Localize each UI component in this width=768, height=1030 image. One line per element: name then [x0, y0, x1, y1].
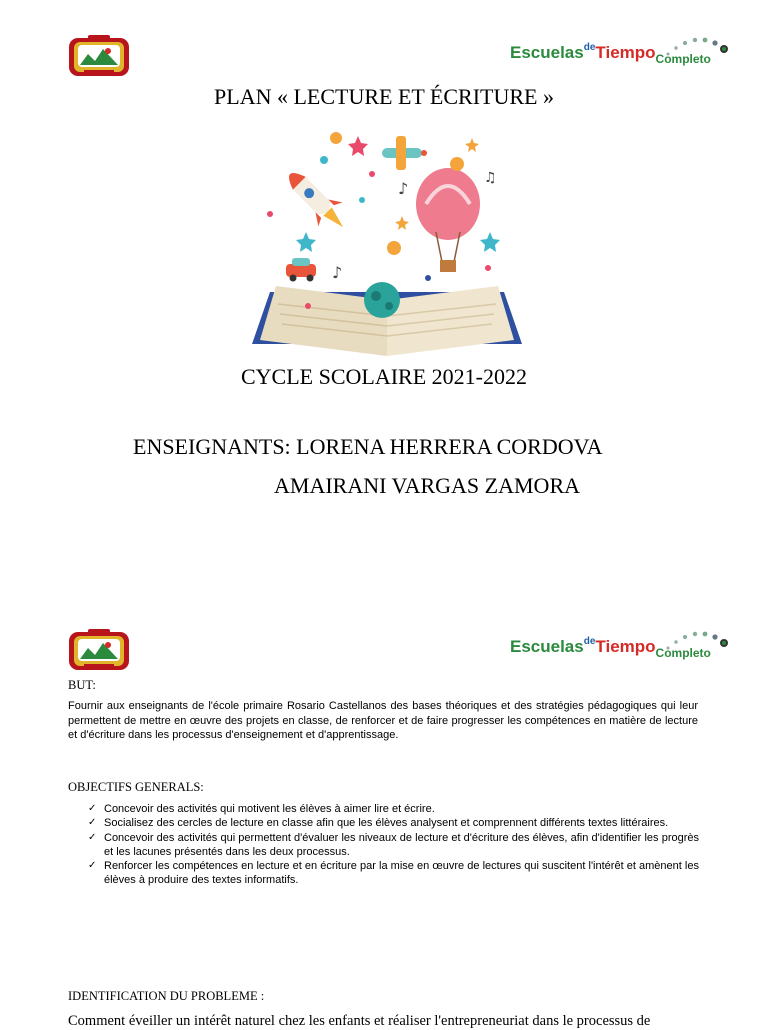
objectifs-heading: OBJECTIFS GENERALS: — [68, 780, 204, 794]
svg-text:♪: ♪ — [332, 263, 343, 282]
but-paragraph: Fournir aux enseignants de l'école primaire Rosario Castellanos des bases théoriques et des stratégies pédagogiques qui leur permettent de mettre en œuvre des projets en classe, de renforcer et de faire progresser les compétences en matière de lecture et d'écriture dans les processus d'enseignement et d'apprentissage. — [68, 700, 698, 741]
brand-word-3: Tiempo — [595, 637, 656, 656]
check-icon: ✓ — [88, 860, 97, 872]
brand-word-4: Completo — [655, 646, 711, 660]
brand-logo — [510, 628, 732, 662]
list-item: ✓ Renforcer les compétences en lecture et en écriture par la mise en œuvre de lectures qui suscitent l'intérêt et amènent les élèves à produire des textes informatifs. — [88, 860, 699, 887]
brand-word-3: Tiempo — [595, 43, 656, 62]
state-seal-icon — [68, 628, 130, 674]
list-item: ✓ Socialisez des cercles de lecture en classe afin que les élèves analysent et comprennent différents textes littéraires. — [88, 817, 669, 830]
brand-word-1: Escuelas — [510, 637, 584, 656]
list-item: ✓ Concevoir des activités qui permettent d'évaluer les niveaux de lecture et d'écriture des élèves, afin d'identifier les progrès et les lacunes présentés dans les deux processus. — [88, 831, 699, 858]
teachers-line-2: AMAIRANI VARGAS ZAMORA — [274, 473, 581, 498]
list-item: ✓ Concevoir des activités qui motivent les élèves à aimer lire et écrire. — [88, 803, 435, 815]
identification-heading: IDENTIFICATION DU PROBLEME : — [68, 989, 265, 1003]
brand-word-1: Escuelas — [510, 43, 584, 62]
identification-paragraph: Comment éveiller un intérêt naturel chez les enfants et réaliser l'entrepreneuriat dans le processus de — [68, 1013, 651, 1029]
brand-word-4: Completo — [655, 52, 711, 66]
content-page — [0, 620, 768, 1029]
but-heading: BUT: — [68, 678, 96, 692]
check-icon: ✓ — [88, 817, 97, 829]
check-icon: ✓ — [88, 803, 97, 814]
brand-word-2: de — [583, 42, 596, 53]
page-title: PLAN « LECTURE ET ÉCRITURE » — [214, 84, 554, 109]
svg-text:♫: ♫ — [484, 170, 497, 186]
school-cycle: CYCLE SCOLAIRE 2021-2022 — [241, 364, 527, 389]
brand-logo — [510, 34, 732, 68]
teachers-line-1: ENSEIGNANTS: LORENA HERRERA CORDOVA — [133, 434, 603, 459]
check-icon: ✓ — [88, 831, 97, 843]
state-seal-icon — [68, 34, 130, 80]
open-book-illustration-icon — [252, 128, 522, 370]
objectifs-list — [88, 802, 699, 888]
svg-text:♪: ♪ — [398, 179, 409, 198]
brand-word-2: de — [583, 636, 596, 647]
